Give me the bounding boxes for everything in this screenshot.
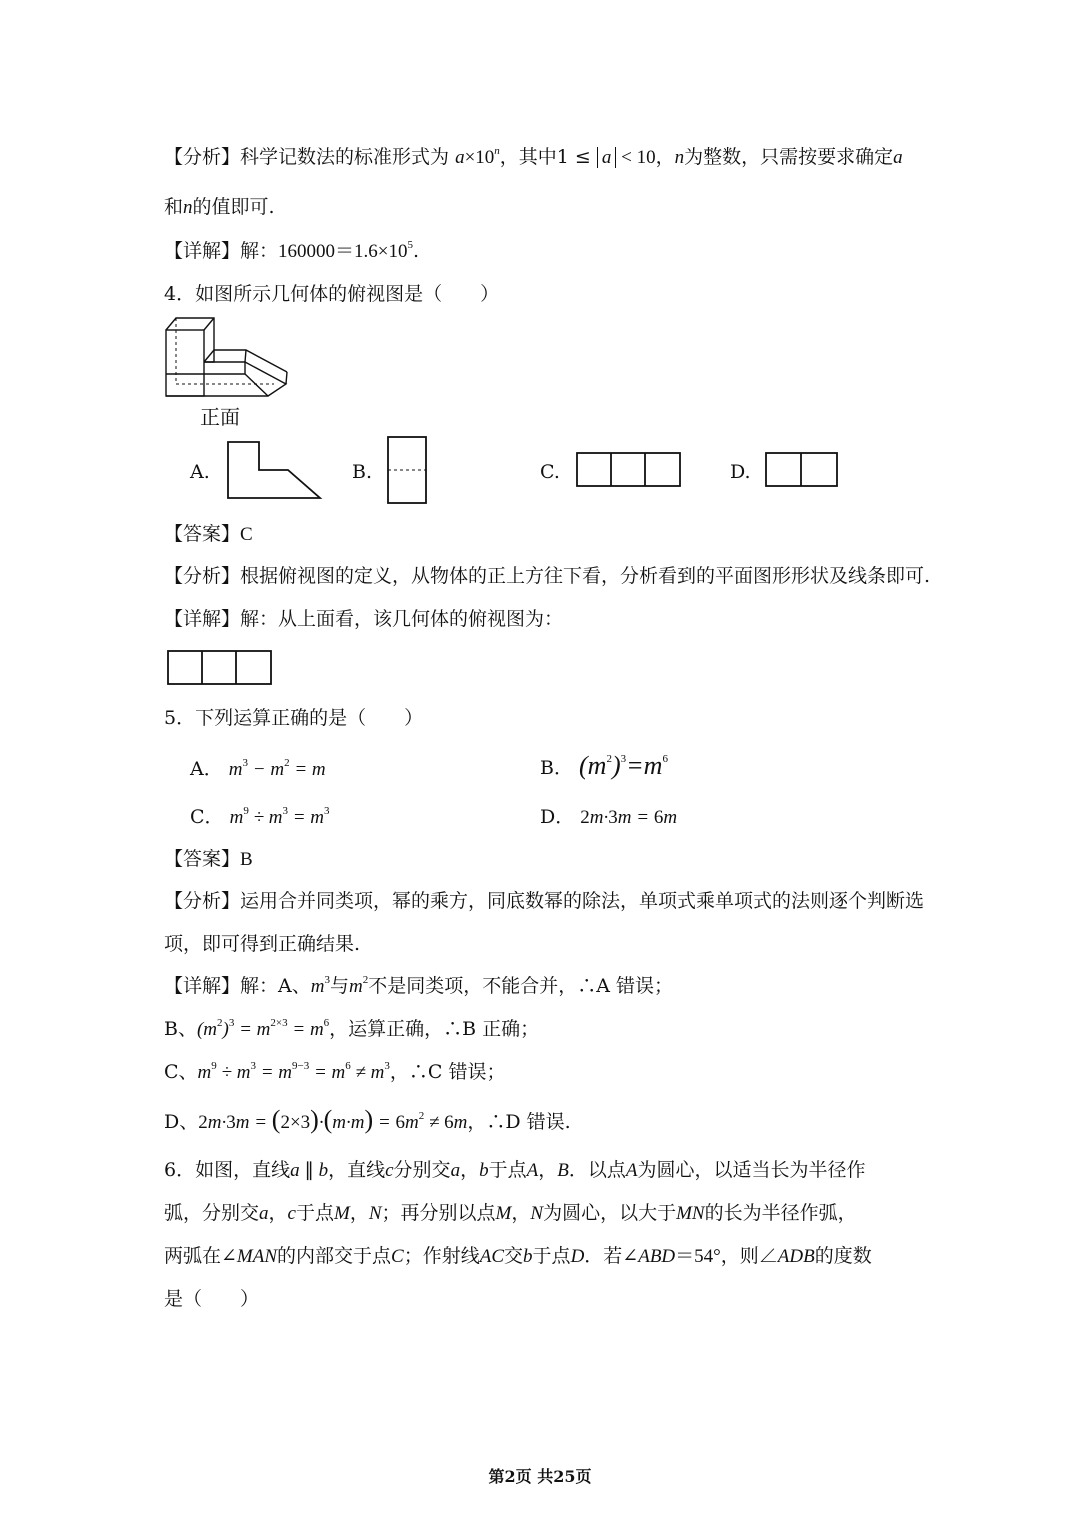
answer-tag: 【答案】 [164,523,241,545]
analysis-text: 和 [164,196,184,218]
math-var: A [625,1160,638,1181]
q4-solution-figure [167,650,273,686]
q5-option-a [190,755,326,784]
q6-text: 于点 [295,1202,334,1224]
option-label: A． [190,758,223,780]
q6-text: 弧，分别交 [164,1202,260,1224]
q6-stem-line2 [164,1199,857,1228]
detail-text: 与 [329,975,349,997]
answer-value: C [240,524,253,545]
q4-stem: 4．如图所示几何体的俯视图是（ ） [164,283,500,305]
math-var: c [287,1203,296,1224]
math-var: MN [676,1203,705,1224]
q4-option-d-figure [765,452,839,488]
detail-text: ，运算正确，∴B 正确； [329,1018,540,1040]
math-var: n [674,147,685,168]
q6-text: 为圆心，以大于 [543,1202,677,1224]
analysis-tag: 【分析】 [164,146,241,168]
detail-text: 不是同类项，不能合并，∴A 错误； [368,975,673,997]
detail-text: D、 [164,1111,199,1133]
q5-detail-a [164,972,673,1001]
q6-text: ，直线 [328,1159,386,1181]
q5-analysis-line1 [164,887,924,915]
math-var: ABD [638,1246,676,1267]
math-var: D [570,1246,585,1267]
math-expr: $2m\cdot 3m = (2\times 3)\cdot(m\cdot m) = 6m^2 \ne 6m$ [198,1105,468,1134]
math-var: a [893,147,903,168]
q6-text: 的度数 [814,1245,872,1267]
math-expr: $(m^2)^3=m^6$ [579,751,668,780]
math-expr: $(m^2)^3 = m^{2\times 3} = m^6$ [196,1016,330,1040]
q6-text: 6．如图，直线 [164,1159,291,1181]
analysis-text: 科学记数法的标准形式为 [240,146,450,168]
detail-tag: 【详解】 [164,975,241,997]
q3-detail [164,237,419,266]
analysis-tag: 【分析】 [164,890,241,912]
q6-stem-line1 [164,1156,865,1185]
q4-detail [164,605,563,633]
q6-text: ， [268,1202,288,1224]
q5-option-d [540,803,677,832]
math-var: a [290,1160,300,1181]
q6-text: ＝54°，则∠ [675,1246,778,1267]
q5-detail-d [164,1106,571,1137]
q5-option-b [540,752,668,782]
analysis-text: ，其中1 ≤ [499,146,597,168]
math-var: N [530,1203,544,1224]
math-var: MAN [236,1246,278,1267]
analysis-text: 为整数，只需按要求确定 [684,146,894,168]
q6-text: ．若∠ [584,1245,639,1267]
math-text: ×10 [464,147,495,168]
math-var: c [385,1160,394,1181]
math-var: ADB [777,1246,815,1267]
q4-option-a-figure [226,440,324,500]
q6-text: ， [349,1202,369,1224]
q3-analysis-line1 [164,143,903,172]
math-text: 160000＝1.6×10 [278,241,408,262]
option-label: B． [540,757,573,779]
q5-stem: 5．下列运算正确的是（ ） [164,707,424,729]
analysis-text: 的值即可. [192,196,275,218]
math-expr: 2m·3m = 6m [580,807,678,828]
q6-text: 两弧在∠ [164,1245,237,1267]
math-expr: $m^9 \div m^3 = m^3$ [229,804,330,828]
math-var: C [391,1246,404,1267]
q4-option-b-label: B. [352,461,373,483]
math-var: a [450,1160,461,1181]
q3-analysis-line2 [164,193,275,222]
q6-stem-line4: 是（ ） [164,1288,260,1310]
front-label: 正面 [200,405,240,429]
q4-option-a-label: A. [190,461,210,483]
math-text: ∥ [299,1160,319,1181]
detail-text: C、 [164,1061,198,1083]
math-var: b [479,1160,489,1181]
math-var: AC [479,1246,505,1267]
q6-text: 于点 [532,1245,571,1267]
detail-text: 解：A、 [240,975,311,997]
q6-text: ；再分别以点 [381,1202,496,1224]
answer-tag: 【答案】 [164,848,241,870]
math-var: N [368,1203,382,1224]
detail-text: ，∴C 错误； [389,1061,506,1083]
math-var: B [557,1160,569,1181]
q5-detail-b [164,1015,539,1044]
math-var: b [318,1160,329,1181]
option-label: C． [190,806,224,828]
q5-answer [164,845,253,874]
math-var: M [333,1203,350,1224]
q6-stem-line3 [164,1242,872,1271]
answer-value: B [240,849,253,870]
math-expr: $m^9 \div m^3 = m^{9-3} = m^6 \ne m^3$ [197,1059,390,1083]
math-text: < 10， [616,147,675,168]
q4-option-c-figure [576,452,682,488]
q6-text: 分别交 [393,1159,451,1181]
analysis-tag: 【分析】 [164,565,241,587]
q5-detail-c [164,1058,505,1087]
detail-tag: 【详解】 [164,608,241,630]
analysis-text: 运用合并同类项，幂的乘方，同底数幂的除法，单项式乘单项式的法则逐个判断选 [240,890,925,912]
detail-text: ，∴D 错误. [467,1111,571,1133]
q6-text: 于点 [488,1159,527,1181]
q4-option-c-label: C. [540,461,560,483]
q4-solid-figure [160,312,295,400]
detail-text: B、 [164,1018,197,1040]
math-var: A [526,1160,539,1181]
math-var: n [183,197,193,218]
analysis-text: 根据俯视图的定义，从物体的正上方往下看，分析看到的平面图形形状及线条即可. [240,565,931,587]
q6-text: 为圆心，以适当长为半径作 [637,1159,866,1181]
detail-text: 解：从上面看，该几何体的俯视图为： [240,608,564,630]
q5-option-c [190,803,330,832]
math-var: b [523,1246,533,1267]
page-footer: 第2页 共25页 [488,1467,592,1486]
q6-text: ， [460,1159,480,1181]
math-exp: 5 [407,238,413,251]
q4-option-d-label: D. [730,461,751,483]
q4-answer [164,520,253,549]
detail-tag: 【详解】 [164,240,241,262]
q6-text: 交 [504,1245,524,1267]
math-abs: a [597,147,617,168]
q6-text: 的长为半径作弧， [704,1202,857,1224]
q6-text: ．以点 [568,1159,626,1181]
math-expr: $m^3$ [310,973,330,997]
q6-text: 的内部交于点 [277,1245,392,1267]
q6-text: ， [511,1202,531,1224]
q5-analysis-line2: 项，即可得到正确结果. [164,933,361,955]
math-var: M [495,1203,512,1224]
detail-text: 解： [240,240,279,262]
math-var: a [259,1203,269,1224]
q6-text: ， [538,1159,558,1181]
math-expr: $m^2$ [349,973,369,997]
detail-text: . [413,240,420,262]
math-var: a [455,147,465,168]
q6-text: ；作射线 [403,1245,480,1267]
q4-analysis [164,562,930,590]
q4-option-b-figure [387,436,429,506]
option-label: D． [540,806,575,828]
math-exp: n [494,144,500,157]
math-expr: $m^3 - m^2 = m$ [228,756,326,780]
